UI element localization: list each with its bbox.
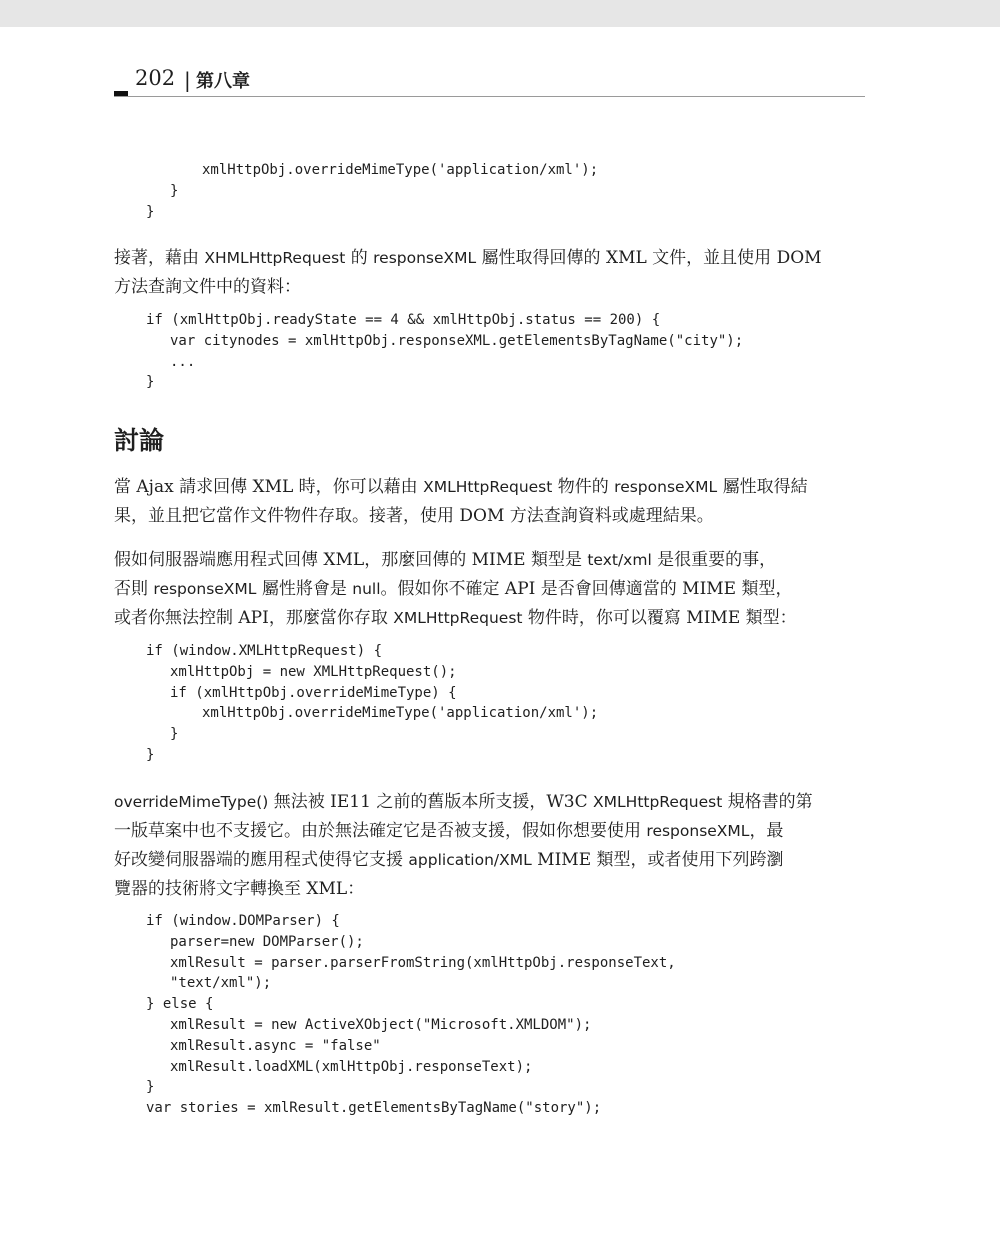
text-run: 接著，藉由 xyxy=(114,248,205,268)
code-line: xmlHttpObj.overrideMimeType('application/xml'); xyxy=(202,705,599,722)
inline-code: responseXML xyxy=(153,580,257,598)
inline-code: XMLHttpRequest xyxy=(593,793,723,811)
paragraph-line xyxy=(114,604,865,633)
inline-code: XMLHttpRequest xyxy=(423,478,553,496)
code-line: xmlResult = parser.parserFromString(xmlHttpObj.responseText, xyxy=(170,954,676,971)
code-line: } xyxy=(146,374,155,391)
page-number: 202 xyxy=(135,66,176,90)
text-run: 。假如你不確定 API 是否會回傳適當的 MIME 類型， xyxy=(380,579,793,599)
code-line: xmlHttpObj.overrideMimeType('application/xml'); xyxy=(202,162,599,178)
text-run: ，最 xyxy=(749,821,784,841)
code-line: var citynodes = xmlHttpObj.responseXML.getElementsByTagName("city"); xyxy=(170,332,744,349)
text-run: 物件時，你可以覆寫 MIME 類型： xyxy=(522,608,797,628)
inline-code: responseXML xyxy=(373,249,477,267)
code-line: "text/xml"); xyxy=(170,975,272,992)
paragraph-line xyxy=(114,817,865,846)
code-line: xmlHttpObj = new XMLHttpRequest(); xyxy=(170,663,457,680)
code-line: xmlResult = new ActiveXObject("Microsoft.XMLDOM"); xyxy=(170,1016,592,1033)
text-run: 是很重要的事， xyxy=(651,550,777,570)
text-run: 屬性取得回傳的 XML 文件，並且使用 DOM xyxy=(476,248,822,268)
paragraph-3 xyxy=(114,546,865,633)
paragraph-line xyxy=(114,788,865,817)
text-run: 否則 xyxy=(114,579,154,599)
text-run: 果，並且把它當作文件物件存取。接著，使用 DOM 方法查詢資料或處理結果。 xyxy=(114,506,714,526)
text-run: 當 Ajax 請求回傳 XML 時，你可以藉由 xyxy=(114,477,424,497)
text-run: 假如伺服器端應用程式回傳 XML，那麼回傳的 MIME 類型是 xyxy=(114,550,588,570)
inline-code: responseXML xyxy=(614,478,718,496)
text-run: 物件的 xyxy=(552,477,615,497)
code-block-4 xyxy=(146,911,676,1119)
paragraph-line xyxy=(114,473,865,502)
paragraph-line xyxy=(114,575,865,604)
header-separator: | xyxy=(184,68,191,92)
header-marker xyxy=(114,91,128,96)
code-block-3 xyxy=(146,641,598,766)
top-margin-band xyxy=(0,0,1000,27)
paragraph-line xyxy=(114,502,865,531)
code-line: } xyxy=(146,203,155,220)
text-run: 好改變伺服器端的應用程式使得它支援 xyxy=(114,850,409,870)
paragraph-4 xyxy=(114,788,865,904)
code-line: ... xyxy=(170,353,196,370)
code-line: } xyxy=(170,726,179,743)
code-line: if (window.XMLHttpRequest) { xyxy=(146,643,383,659)
inline-code: text/xml xyxy=(587,551,652,569)
text-run: 一版草案中也不支援它。由於無法確定它是否被支援，假如你想要使用 xyxy=(114,821,647,841)
text-run: 屬性取得結 xyxy=(717,477,808,497)
text-run: 或者你無法控制 API，那麼當你存取 xyxy=(114,608,394,628)
code-line: } xyxy=(146,746,155,763)
paragraph-line xyxy=(114,546,865,575)
paragraph-line xyxy=(114,846,865,875)
inline-code: XMLHttpRequest xyxy=(393,609,523,627)
code-block-1 xyxy=(146,160,598,222)
text-run: 無法被 IE11 之前的舊版本所支援，W3C xyxy=(268,792,594,812)
code-line: if (xmlHttpObj.overrideMimeType) { xyxy=(170,684,457,701)
code-line: } xyxy=(170,182,179,199)
code-line: xmlResult.loadXML(xmlHttpObj.responseText); xyxy=(170,1058,533,1075)
paragraph-line xyxy=(114,273,865,302)
paragraph-1 xyxy=(114,244,865,302)
text-run: 方法查詢文件中的資料： xyxy=(114,277,301,297)
paragraph-line xyxy=(114,244,865,273)
inline-code: XHMLHttpRequest xyxy=(204,249,346,267)
inline-code: null xyxy=(352,580,381,598)
text-run: MIME 類型，或者使用下列跨瀏 xyxy=(531,850,784,870)
section-heading: 討論 xyxy=(114,426,165,455)
inline-code: application/XML xyxy=(408,851,532,869)
running-header xyxy=(114,64,865,97)
code-line: parser=new DOMParser(); xyxy=(170,933,364,950)
code-line: var stories = xmlResult.getElementsByTagName("story"); xyxy=(146,1100,602,1117)
code-line: if (xmlHttpObj.readyState == 4 && xmlHttpObj.status == 200) { xyxy=(146,312,661,328)
code-block-2 xyxy=(146,310,743,393)
inline-code: responseXML xyxy=(646,822,750,840)
code-line: } xyxy=(146,1079,155,1096)
code-line: } else { xyxy=(146,996,214,1013)
chapter-title: 第八章 xyxy=(196,71,250,92)
inline-code: overrideMimeType() xyxy=(114,793,269,811)
paragraph-line xyxy=(114,875,865,904)
text-run: 覽器的技術將文字轉換至 XML： xyxy=(114,879,365,899)
code-line: xmlResult.async = "false" xyxy=(170,1037,381,1054)
code-line: if (window.DOMParser) { xyxy=(146,913,340,929)
text-run: 屬性將會是 xyxy=(256,579,353,599)
text-run: 規格書的第 xyxy=(722,792,813,812)
text-run: 的 xyxy=(345,248,374,268)
paragraph-2 xyxy=(114,473,865,531)
